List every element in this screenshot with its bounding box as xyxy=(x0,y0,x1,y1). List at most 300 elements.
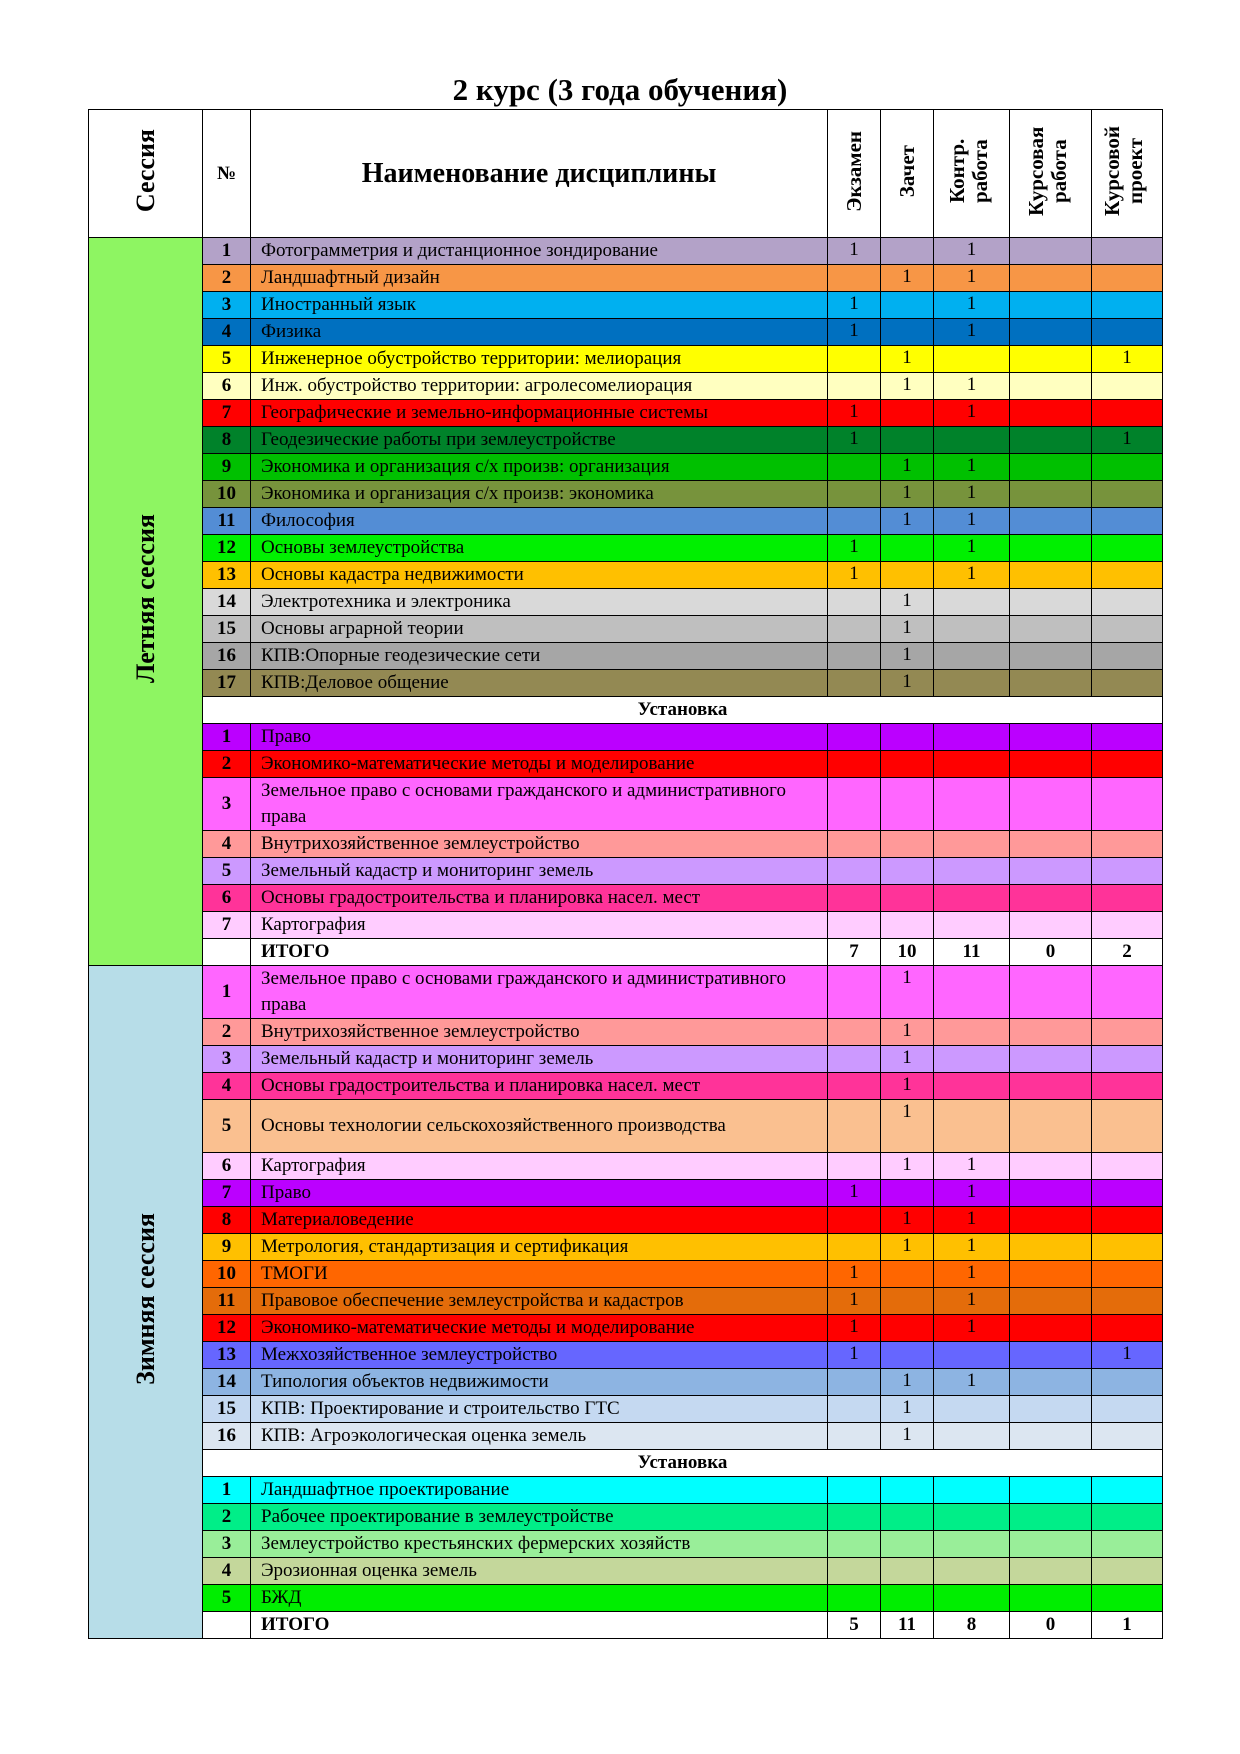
row-number: 15 xyxy=(203,1396,251,1423)
exam-cell xyxy=(828,1558,881,1585)
total-course-project-cell: 2 xyxy=(1092,939,1163,966)
row-number: 5 xyxy=(203,1100,251,1153)
credit-cell xyxy=(881,858,934,885)
discipline-row xyxy=(89,1477,1163,1504)
control-cell: 1 xyxy=(934,454,1010,481)
discipline-name: Картография xyxy=(251,1153,828,1180)
discipline-name: КПВ:Опорные геодезические сети xyxy=(251,643,828,670)
credit-cell: 1 xyxy=(881,1207,934,1234)
row-number: 9 xyxy=(203,454,251,481)
exam-cell xyxy=(828,454,881,481)
course-work-cell xyxy=(1010,1288,1092,1315)
row-number: 17 xyxy=(203,670,251,697)
exam-cell: 1 xyxy=(828,1288,881,1315)
course-work-cell xyxy=(1010,670,1092,697)
course-work-cell xyxy=(1010,1558,1092,1585)
control-cell: 1 xyxy=(934,508,1010,535)
discipline-row xyxy=(89,1153,1163,1180)
row-number: 6 xyxy=(203,885,251,912)
discipline-row xyxy=(89,670,1163,697)
control-cell xyxy=(934,1504,1010,1531)
discipline-row xyxy=(89,454,1163,481)
exam-cell xyxy=(828,831,881,858)
exam-cell xyxy=(828,1396,881,1423)
credit-cell: 1 xyxy=(881,1100,934,1153)
row-number: 4 xyxy=(203,1073,251,1100)
exam-cell xyxy=(828,751,881,778)
row-number: 1 xyxy=(203,1477,251,1504)
course-work-cell xyxy=(1010,616,1092,643)
exam-cell: 1 xyxy=(828,562,881,589)
discipline-name: КПВ: Проектирование и строительство ГТС xyxy=(251,1396,828,1423)
row-number: 16 xyxy=(203,643,251,670)
exam-cell xyxy=(828,346,881,373)
course-project-cell xyxy=(1092,1234,1163,1261)
row-number: 14 xyxy=(203,589,251,616)
credit-cell xyxy=(881,1585,934,1612)
total-control-cell: 8 xyxy=(934,1612,1010,1639)
exam-cell: 1 xyxy=(828,1315,881,1342)
total-credit-cell: 11 xyxy=(881,1612,934,1639)
control-cell xyxy=(934,966,1010,1019)
exam-cell xyxy=(828,966,881,1019)
discipline-row xyxy=(89,885,1163,912)
row-number: 3 xyxy=(203,1046,251,1073)
course-project-cell xyxy=(1092,292,1163,319)
control-cell xyxy=(934,831,1010,858)
control-cell xyxy=(934,1558,1010,1585)
course-project-cell xyxy=(1092,1288,1163,1315)
credit-cell xyxy=(881,292,934,319)
course-project-cell xyxy=(1092,912,1163,939)
exam-cell xyxy=(828,616,881,643)
discipline-name: Правовое обеспечение землеустройства и кадастров xyxy=(251,1288,828,1315)
control-cell: 1 xyxy=(934,400,1010,427)
total-row xyxy=(89,1612,1163,1639)
credit-cell: 1 xyxy=(881,966,934,1019)
course-project-cell: 1 xyxy=(1092,427,1163,454)
course-work-cell xyxy=(1010,1423,1092,1450)
control-cell xyxy=(934,643,1010,670)
credit-cell: 1 xyxy=(881,508,934,535)
course-project-cell xyxy=(1092,589,1163,616)
discipline-name: Иностранный язык xyxy=(251,292,828,319)
discipline-row xyxy=(89,1180,1163,1207)
course-project-cell xyxy=(1092,1207,1163,1234)
discipline-name: Внутрихозяйственное землеустройство xyxy=(251,831,828,858)
row-number: 14 xyxy=(203,1369,251,1396)
discipline-row xyxy=(89,778,1163,831)
row-number: 3 xyxy=(203,778,251,831)
credit-cell: 1 xyxy=(881,1396,934,1423)
course-work-cell xyxy=(1010,912,1092,939)
course-project-cell: 1 xyxy=(1092,1342,1163,1369)
discipline-row xyxy=(89,912,1163,939)
discipline-name: Географические и земельно-информационные системы xyxy=(251,400,828,427)
course-project-cell xyxy=(1092,858,1163,885)
credit-cell xyxy=(881,400,934,427)
discipline-name: Основы кадастра недвижимости xyxy=(251,562,828,589)
course-project-cell xyxy=(1092,643,1163,670)
setup-label: Установка xyxy=(203,1450,1163,1477)
row-number: 3 xyxy=(203,1531,251,1558)
discipline-row xyxy=(89,1261,1163,1288)
row-number: 8 xyxy=(203,1207,251,1234)
course-project-cell xyxy=(1092,265,1163,292)
course-work-cell xyxy=(1010,1504,1092,1531)
exam-cell xyxy=(828,481,881,508)
total-exam-cell: 7 xyxy=(828,939,881,966)
winter-session-cell xyxy=(89,966,203,1639)
exam-cell xyxy=(828,1369,881,1396)
course-work-cell xyxy=(1010,858,1092,885)
discipline-name: Экономико-математические методы и моделирование xyxy=(251,751,828,778)
control-cell xyxy=(934,616,1010,643)
discipline-name: ТМОГИ xyxy=(251,1261,828,1288)
course-work-cell xyxy=(1010,1180,1092,1207)
row-number: 9 xyxy=(203,1234,251,1261)
course-project-cell xyxy=(1092,373,1163,400)
course-work-cell xyxy=(1010,481,1092,508)
course-project-cell xyxy=(1092,885,1163,912)
credit-cell: 1 xyxy=(881,1073,934,1100)
course-work-cell xyxy=(1010,885,1092,912)
credit-cell: 1 xyxy=(881,481,934,508)
row-number: 4 xyxy=(203,1558,251,1585)
control-cell xyxy=(934,858,1010,885)
course-work-cell xyxy=(1010,778,1092,831)
course-project-cell xyxy=(1092,1477,1163,1504)
credit-cell xyxy=(881,1288,934,1315)
credit-cell xyxy=(881,535,934,562)
header-course-project: Курсовой проект xyxy=(1092,110,1163,238)
control-cell: 1 xyxy=(934,373,1010,400)
discipline-name: Межхозяйственное землеустройство xyxy=(251,1342,828,1369)
exam-cell: 1 xyxy=(828,427,881,454)
exam-cell: 1 xyxy=(828,1180,881,1207)
discipline-name: Метрология, стандартизация и сертификация xyxy=(251,1234,828,1261)
total-course-work-cell: 0 xyxy=(1010,1612,1092,1639)
course-work-cell xyxy=(1010,535,1092,562)
exam-cell xyxy=(828,778,881,831)
credit-cell: 1 xyxy=(881,1234,934,1261)
exam-cell xyxy=(828,1019,881,1046)
row-number: 16 xyxy=(203,1423,251,1450)
discipline-row xyxy=(89,643,1163,670)
discipline-row xyxy=(89,535,1163,562)
discipline-row xyxy=(89,1423,1163,1450)
credit-cell: 1 xyxy=(881,373,934,400)
page-title: 2 курс (3 года обучения) xyxy=(452,72,788,107)
setup-header-row xyxy=(89,697,1163,724)
course-project-cell xyxy=(1092,831,1163,858)
discipline-row xyxy=(89,1073,1163,1100)
control-cell xyxy=(934,1046,1010,1073)
control-cell xyxy=(934,346,1010,373)
credit-cell xyxy=(881,1315,934,1342)
exam-cell xyxy=(828,1207,881,1234)
discipline-name: Геодезические работы при землеустройстве xyxy=(251,427,828,454)
row-number: 15 xyxy=(203,616,251,643)
exam-cell xyxy=(828,670,881,697)
row-number: 11 xyxy=(203,508,251,535)
discipline-name: Инженерное обустройство территории: мелиорация xyxy=(251,346,828,373)
discipline-row xyxy=(89,562,1163,589)
row-number: 4 xyxy=(203,319,251,346)
exam-cell: 1 xyxy=(828,535,881,562)
course-work-cell xyxy=(1010,373,1092,400)
header-number: № xyxy=(203,110,251,238)
discipline-row xyxy=(89,427,1163,454)
control-cell: 1 xyxy=(934,1261,1010,1288)
exam-cell xyxy=(828,1153,881,1180)
discipline-row xyxy=(89,1396,1163,1423)
row-number: 10 xyxy=(203,481,251,508)
exam-cell xyxy=(828,265,881,292)
course-project-cell xyxy=(1092,1100,1163,1153)
course-work-cell xyxy=(1010,1153,1092,1180)
control-cell xyxy=(934,1585,1010,1612)
discipline-name: Ландшафтное проектирование xyxy=(251,1477,828,1504)
control-cell xyxy=(934,427,1010,454)
discipline-row xyxy=(89,1019,1163,1046)
control-cell xyxy=(934,885,1010,912)
row-number: 8 xyxy=(203,427,251,454)
exam-cell: 1 xyxy=(828,238,881,265)
exam-cell xyxy=(828,589,881,616)
total-label: ИТОГО xyxy=(251,939,828,966)
course-work-cell xyxy=(1010,724,1092,751)
exam-cell xyxy=(828,1423,881,1450)
row-number: 7 xyxy=(203,400,251,427)
credit-cell xyxy=(881,885,934,912)
credit-cell xyxy=(881,1342,934,1369)
control-cell xyxy=(934,1019,1010,1046)
credit-cell xyxy=(881,1558,934,1585)
discipline-row xyxy=(89,1369,1163,1396)
course-work-cell xyxy=(1010,589,1092,616)
credit-cell: 1 xyxy=(881,670,934,697)
control-cell xyxy=(934,1423,1010,1450)
discipline-name: Экономико-математические методы и моделирование xyxy=(251,1315,828,1342)
control-cell xyxy=(934,1073,1010,1100)
discipline-row xyxy=(89,616,1163,643)
exam-cell xyxy=(828,643,881,670)
discipline-row xyxy=(89,292,1163,319)
setup-label: Установка xyxy=(203,697,1163,724)
discipline-row xyxy=(89,346,1163,373)
course-project-cell xyxy=(1092,562,1163,589)
control-cell: 1 xyxy=(934,562,1010,589)
control-cell: 1 xyxy=(934,238,1010,265)
course-work-cell xyxy=(1010,1531,1092,1558)
exam-cell: 1 xyxy=(828,292,881,319)
control-cell xyxy=(934,778,1010,831)
credit-cell xyxy=(881,319,934,346)
discipline-name: Философия xyxy=(251,508,828,535)
control-cell: 1 xyxy=(934,1234,1010,1261)
row-number: 6 xyxy=(203,1153,251,1180)
row-number: 7 xyxy=(203,912,251,939)
header-session: Сессия xyxy=(89,110,203,238)
credit-cell xyxy=(881,778,934,831)
discipline-row xyxy=(89,238,1163,265)
course-project-cell xyxy=(1092,1396,1163,1423)
discipline-name: КПВ:Деловое общение xyxy=(251,670,828,697)
control-cell: 1 xyxy=(934,319,1010,346)
course-project-cell xyxy=(1092,1019,1163,1046)
discipline-name: Основы градостроительства и планировка насел. мест xyxy=(251,1073,828,1100)
row-number: 10 xyxy=(203,1261,251,1288)
row-number: 12 xyxy=(203,1315,251,1342)
control-cell xyxy=(934,1342,1010,1369)
discipline-name: Основы градостроительства и планировка насел. мест xyxy=(251,885,828,912)
course-work-cell xyxy=(1010,562,1092,589)
discipline-row xyxy=(89,1046,1163,1073)
course-project-cell xyxy=(1092,1423,1163,1450)
credit-cell: 1 xyxy=(881,1046,934,1073)
exam-cell xyxy=(828,508,881,535)
control-cell xyxy=(934,912,1010,939)
course-work-cell xyxy=(1010,1207,1092,1234)
course-project-cell xyxy=(1092,508,1163,535)
row-number: 11 xyxy=(203,1288,251,1315)
course-work-cell xyxy=(1010,831,1092,858)
control-cell: 1 xyxy=(934,292,1010,319)
row-number: 2 xyxy=(203,1504,251,1531)
course-project-cell xyxy=(1092,481,1163,508)
row-number: 1 xyxy=(203,724,251,751)
discipline-row xyxy=(89,265,1163,292)
discipline-row xyxy=(89,589,1163,616)
discipline-row xyxy=(89,1207,1163,1234)
course-project-cell xyxy=(1092,400,1163,427)
credit-cell: 1 xyxy=(881,1153,934,1180)
course-project-cell xyxy=(1092,535,1163,562)
course-project-cell xyxy=(1092,1531,1163,1558)
discipline-row xyxy=(89,1531,1163,1558)
exam-cell xyxy=(828,1234,881,1261)
course-project-cell xyxy=(1092,454,1163,481)
discipline-name: БЖД xyxy=(251,1585,828,1612)
course-project-cell xyxy=(1092,1504,1163,1531)
course-project-cell xyxy=(1092,616,1163,643)
exam-cell xyxy=(828,885,881,912)
credit-cell xyxy=(881,751,934,778)
winter-session-label: Зимняя сессия xyxy=(130,1212,160,1385)
discipline-name: Фотограмметрия и дистанционное зондирование xyxy=(251,238,828,265)
course-project-cell xyxy=(1092,724,1163,751)
discipline-name: Рабочее проектирование в землеустройстве xyxy=(251,1504,828,1531)
course-project-cell xyxy=(1092,1585,1163,1612)
course-project-cell xyxy=(1092,319,1163,346)
exam-cell xyxy=(828,1585,881,1612)
credit-cell: 1 xyxy=(881,1423,934,1450)
total-row xyxy=(89,939,1163,966)
course-project-cell xyxy=(1092,1369,1163,1396)
discipline-row xyxy=(89,1558,1163,1585)
header-discipline-name: Наименование дисциплины xyxy=(251,110,828,238)
exam-cell: 1 xyxy=(828,1342,881,1369)
control-cell: 1 xyxy=(934,265,1010,292)
row-number: 4 xyxy=(203,831,251,858)
control-cell xyxy=(934,1396,1010,1423)
summer-session-cell xyxy=(89,238,203,966)
course-project-cell xyxy=(1092,1073,1163,1100)
row-number: 1 xyxy=(203,966,251,1019)
control-cell xyxy=(934,751,1010,778)
credit-cell xyxy=(881,1504,934,1531)
row-number: 2 xyxy=(203,1019,251,1046)
control-cell xyxy=(934,724,1010,751)
credit-cell: 1 xyxy=(881,346,934,373)
control-cell xyxy=(934,670,1010,697)
total-control-cell: 11 xyxy=(934,939,1010,966)
discipline-name: Экономика и организация с/х произв: экономика xyxy=(251,481,828,508)
discipline-row xyxy=(89,1234,1163,1261)
course-project-cell xyxy=(1092,1315,1163,1342)
control-cell: 1 xyxy=(934,535,1010,562)
row-number: 2 xyxy=(203,751,251,778)
discipline-name: Земельное право с основами гражданского и административного права xyxy=(251,778,828,831)
credit-cell: 1 xyxy=(881,643,934,670)
control-cell xyxy=(934,1477,1010,1504)
course-project-cell xyxy=(1092,1558,1163,1585)
row-number: 5 xyxy=(203,1585,251,1612)
row-number: 3 xyxy=(203,292,251,319)
discipline-row xyxy=(89,1504,1163,1531)
course-work-cell xyxy=(1010,427,1092,454)
discipline-name: Физика xyxy=(251,319,828,346)
exam-cell xyxy=(828,858,881,885)
discipline-name: Право xyxy=(251,724,828,751)
discipline-row xyxy=(89,831,1163,858)
course-work-cell xyxy=(1010,1342,1092,1369)
discipline-row xyxy=(89,1100,1163,1153)
summer-session-label: Летняя сессия xyxy=(130,513,160,683)
discipline-name: Ландшафтный дизайн xyxy=(251,265,828,292)
discipline-name: Основы аграрной теории xyxy=(251,616,828,643)
row-number: 1 xyxy=(203,238,251,265)
course-project-cell xyxy=(1092,778,1163,831)
row-number: 6 xyxy=(203,373,251,400)
discipline-name: Земельный кадастр и мониторинг земель xyxy=(251,1046,828,1073)
credit-cell: 1 xyxy=(881,1019,934,1046)
discipline-name: КПВ: Агроэкологическая оценка земель xyxy=(251,1423,828,1450)
credit-cell xyxy=(881,724,934,751)
discipline-name: Типология объектов недвижимости xyxy=(251,1369,828,1396)
course-work-cell xyxy=(1010,1396,1092,1423)
discipline-row xyxy=(89,858,1163,885)
control-cell: 1 xyxy=(934,1288,1010,1315)
course-project-cell xyxy=(1092,751,1163,778)
discipline-row xyxy=(89,1315,1163,1342)
discipline-name: Землеустройство крестьянских фермерских хозяйств xyxy=(251,1531,828,1558)
total-credit-cell: 10 xyxy=(881,939,934,966)
course-work-cell xyxy=(1010,346,1092,373)
credit-cell xyxy=(881,562,934,589)
course-project-cell: 1 xyxy=(1092,346,1163,373)
exam-cell xyxy=(828,1477,881,1504)
total-number-cell xyxy=(203,939,251,966)
discipline-row xyxy=(89,724,1163,751)
discipline-name: Картография xyxy=(251,912,828,939)
course-work-cell xyxy=(1010,319,1092,346)
total-label: ИТОГО xyxy=(251,1612,828,1639)
discipline-row xyxy=(89,319,1163,346)
total-course-project-cell: 1 xyxy=(1092,1612,1163,1639)
course-work-cell xyxy=(1010,238,1092,265)
